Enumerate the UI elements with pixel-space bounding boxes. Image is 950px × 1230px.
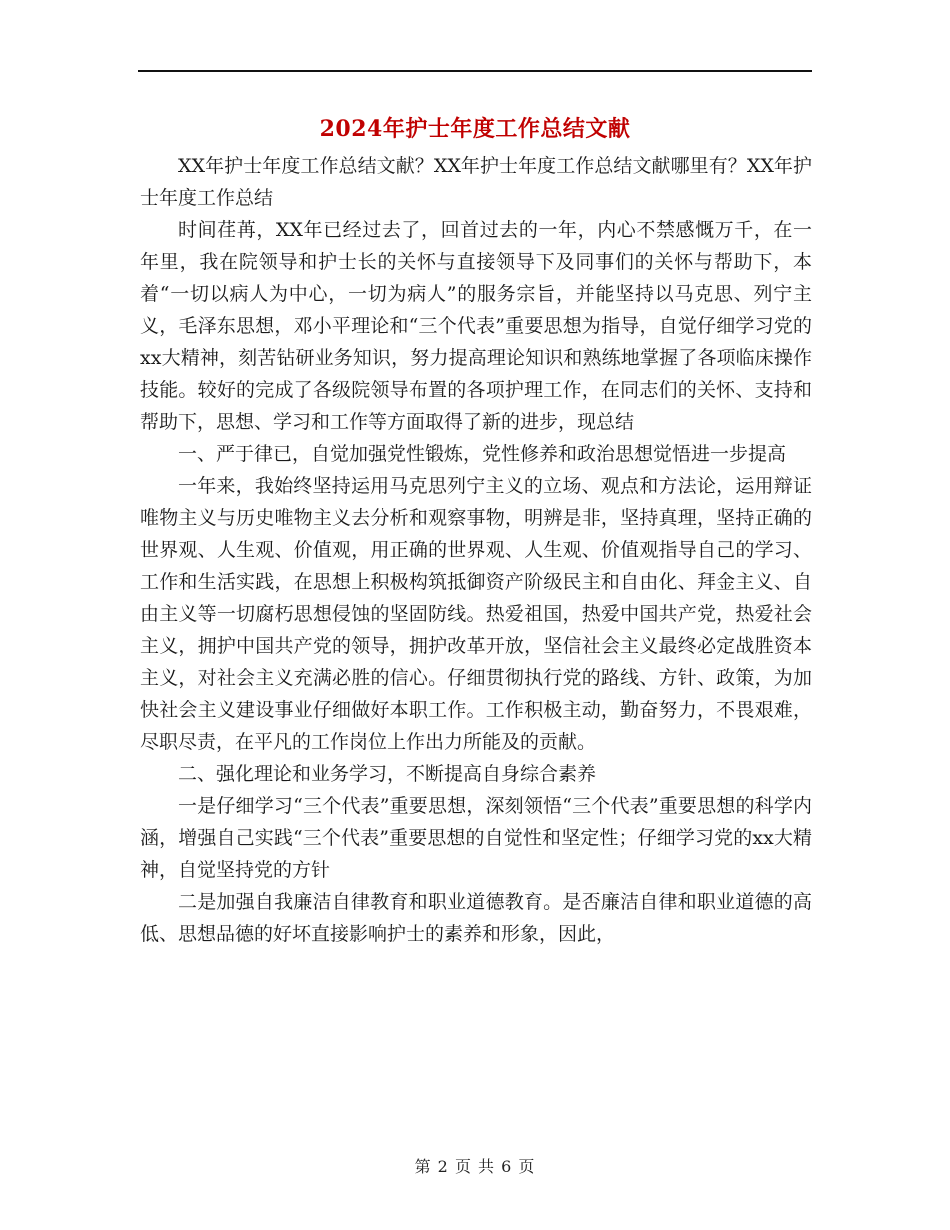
paragraph: 一年来，我始终坚持运用马克思列宁主义的立场、观点和方法论，运用辩证唯物主义与历史唯物主义去分析和观察事物，明辨是非，坚持真理，坚持正确的世界观、人生观、价值观，用正确的世界观、人生观、价值观指导自己的学习、工作和生活实践，在思想上积极构筑抵御资产阶级民主和自由化、拜金主义、自由主义等一切腐朽思想侵蚀的坚固防线。热爱祖国，热爱中国共产党，热爱社会主义，拥护中国共产党的领导，拥护改革开放，坚信社会主义最终必定战胜资本主义，对社会主义充满必胜的信心。仔细贯彻执行党的路线、方针、政策，为加快社会主义建设事业仔细做好本职工作。工作积极主动，勤奋努力，不畏艰难，尽职尽责，在平凡的工作岗位上作出力所能及的贡献。 <box>140 475 812 753</box>
paragraph: 时间荏苒，XX年已经过去了，回首过去的一年，内心不禁感慨万千，在一年里，我在院领导和护士长的关怀与直接领导下及同事们的关怀与帮助下，本着“一切以病人为中心，一切为病人”的服务宗旨，并能坚持以马克思、列宁主义，毛泽东思想，邓小平理论和“三个代表”重要思想为指导，自觉仔细学习党的xx大精神，刻苦钻研业务知识，努力提高理论知识和熟练地掌握了各项临床操作技能。较好的完成了各级院领导布置的各项护理工作，在同志们的关怀、支持和帮助下，思想、学习和工作等方面取得了新的进步，现总结 <box>140 219 812 433</box>
section-heading: 一、严于律已，自觉加强党性锻炼，党性修养和政治思想觉悟进一步提高 <box>178 443 787 465</box>
page-number: 第 2 页 共 6 页 <box>414 1157 536 1176</box>
paragraph: XX年护士年度工作总结文献？XX年护士年度工作总结文献哪里有？XX年护士年度工作总结 <box>140 155 812 209</box>
document-body <box>140 150 812 950</box>
section-heading: 二、强化理论和业务学习，不断提高自身综合素养 <box>178 763 597 785</box>
header-rule <box>138 70 812 72</box>
document-title: 2024年护士年度工作总结文献 <box>319 116 631 142</box>
paragraph: 二是加强自我廉洁自律教育和职业道德教育。是否廉洁自律和职业道德的高低、思想品德的好坏直接影响护士的素养和形象，因此， <box>140 891 812 945</box>
paragraph: 一是仔细学习“三个代表”重要思想，深刻领悟“三个代表”重要思想的科学内涵，增强自己实践“三个代表”重要思想的自觉性和坚定性；仔细学习党的xx大精神，自觉坚持党的方针 <box>140 795 812 881</box>
